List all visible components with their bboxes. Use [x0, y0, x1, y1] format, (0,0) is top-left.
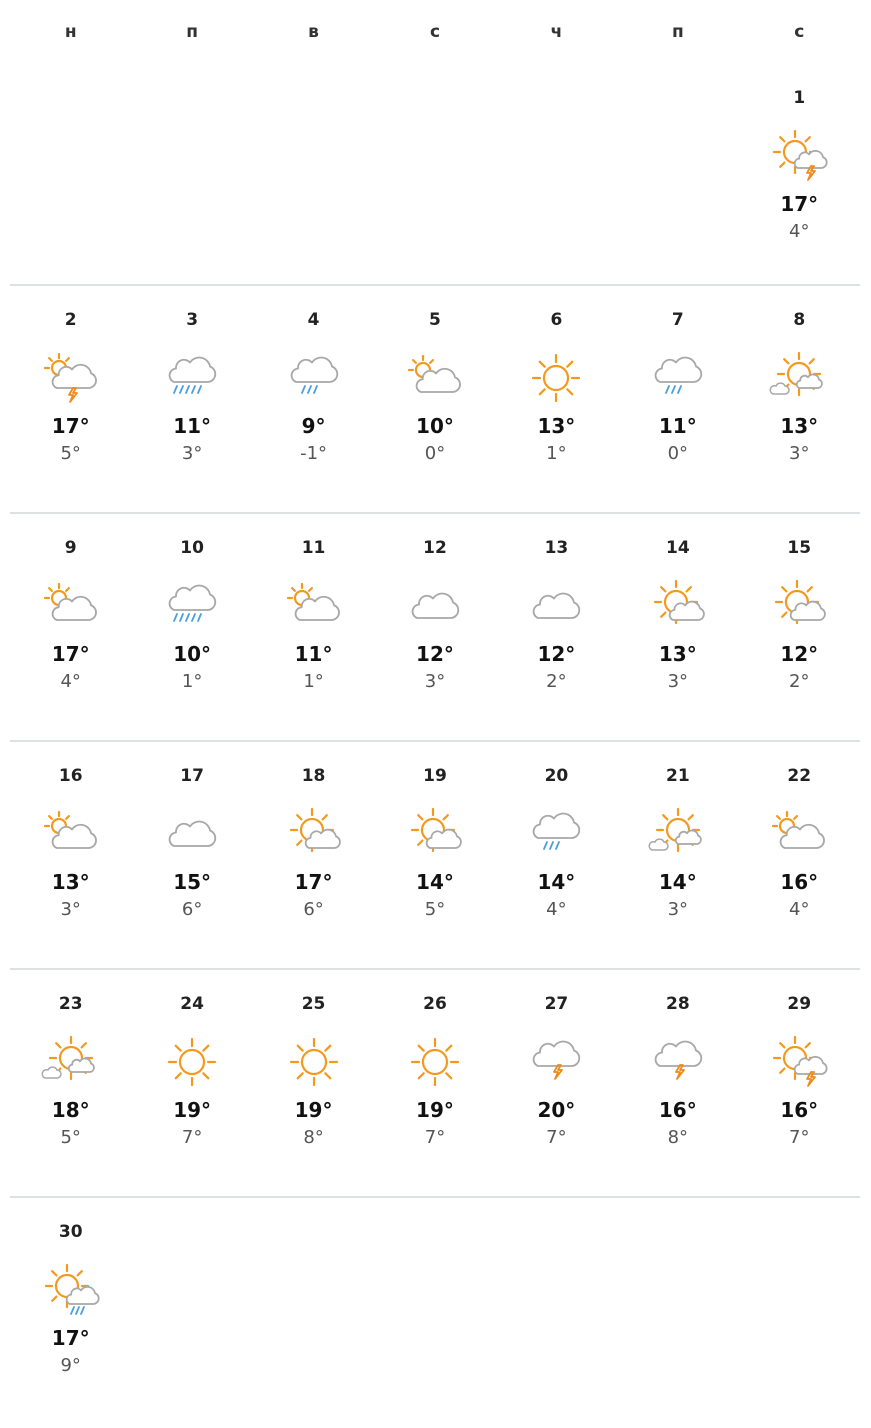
sun-clouds-icon: [646, 804, 710, 864]
day-number: 22: [787, 766, 812, 786]
day-number: 12: [423, 538, 447, 558]
low-temperature: 1°: [546, 443, 567, 464]
high-temperature: 20°: [537, 1098, 576, 1122]
day-number: 9: [64, 538, 77, 558]
high-temperature: 17°: [51, 414, 90, 438]
calendar-week: [10, 64, 860, 286]
low-temperature: 1°: [181, 671, 203, 692]
day-cell[interactable]: [10, 970, 131, 1196]
weekday-header: [10, 0, 860, 64]
weekday-label: п: [671, 22, 684, 42]
day-cell[interactable]: [374, 514, 495, 740]
day-cell[interactable]: [496, 742, 617, 968]
high-temperature: 12°: [537, 642, 576, 666]
low-temperature: 0°: [424, 443, 446, 464]
day-number: 13: [544, 538, 569, 558]
high-temperature: 11°: [173, 414, 212, 438]
weekday-label: ч: [550, 22, 563, 42]
day-cell[interactable]: [131, 514, 252, 740]
high-temperature: 15°: [173, 870, 212, 894]
high-temperature: 17°: [51, 1326, 90, 1350]
day-number: 26: [423, 994, 447, 1014]
low-temperature: 2°: [546, 671, 567, 692]
high-temperature: 16°: [780, 870, 819, 894]
cloud-heavy-rain-icon: [160, 348, 224, 408]
day-cell[interactable]: [131, 286, 252, 512]
high-temperature: 19°: [294, 1098, 333, 1122]
day-number: 15: [787, 538, 812, 558]
day-cell[interactable]: [617, 286, 738, 512]
sun-behind-cloud-icon: [403, 804, 467, 864]
partly-cloudy-icon: [282, 576, 346, 636]
partly-cloudy-icon: [767, 804, 831, 864]
empty-day-cell: [10, 64, 131, 284]
sun-icon: [282, 1032, 346, 1092]
day-cell[interactable]: [739, 970, 860, 1196]
high-temperature: 18°: [51, 1098, 90, 1122]
high-temperature: 12°: [780, 642, 819, 666]
empty-day-cell: [496, 1198, 617, 1428]
day-cell[interactable]: [374, 286, 495, 512]
low-temperature: 4°: [789, 899, 810, 920]
empty-day-cell: [253, 64, 374, 284]
low-temperature: 5°: [424, 899, 446, 920]
cloud-icon: [403, 576, 467, 636]
empty-day-cell: [374, 64, 495, 284]
low-temperature: 4°: [789, 221, 810, 242]
day-number: 14: [665, 538, 690, 558]
low-temperature: 5°: [60, 1127, 81, 1148]
day-cell[interactable]: [496, 286, 617, 512]
day-number: 28: [665, 994, 690, 1014]
low-temperature: 8°: [303, 1127, 324, 1148]
cloud-heavy-rain-icon: [160, 576, 224, 636]
day-cell[interactable]: [253, 514, 374, 740]
sun-icon: [524, 348, 588, 408]
low-temperature: -1°: [300, 443, 328, 464]
high-temperature: 13°: [658, 642, 697, 666]
high-temperature: 17°: [294, 870, 333, 894]
low-temperature: 2°: [789, 671, 810, 692]
partly-cloudy-icon: [403, 348, 467, 408]
sun-clouds-icon: [39, 1032, 103, 1092]
high-temperature: 10°: [173, 642, 212, 666]
low-temperature: 7°: [789, 1127, 810, 1148]
weather-calendar: [10, 0, 860, 1428]
sun-behind-cloud-icon: [646, 576, 710, 636]
day-cell[interactable]: [131, 742, 252, 968]
calendar-week: [10, 742, 860, 970]
high-temperature: 14°: [416, 870, 454, 894]
high-temperature: 9°: [301, 414, 326, 438]
sun-icon: [160, 1032, 224, 1092]
day-number: 21: [665, 766, 690, 786]
day-cell[interactable]: [739, 64, 860, 284]
calendar-week: [10, 286, 860, 514]
cloud-lightning-icon: [524, 1032, 588, 1092]
day-number: 6: [550, 310, 563, 330]
high-temperature: 12°: [416, 642, 454, 666]
high-temperature: 16°: [780, 1098, 819, 1122]
sun-behind-cloud-icon: [767, 576, 831, 636]
low-temperature: 3°: [667, 671, 689, 692]
empty-day-cell: [739, 1198, 860, 1428]
day-number: 18: [301, 766, 326, 786]
day-number: 30: [58, 1222, 83, 1242]
empty-day-cell: [374, 1198, 495, 1428]
partly-cloudy-icon: [39, 576, 103, 636]
low-temperature: 8°: [667, 1127, 689, 1148]
day-number: 1: [793, 88, 806, 108]
empty-day-cell: [253, 1198, 374, 1428]
weekday-label: в: [308, 22, 319, 42]
sun-cloud-lightning-icon: [767, 126, 831, 186]
day-number: 2: [64, 310, 77, 330]
high-temperature: 11°: [294, 642, 333, 666]
low-temperature: 3°: [789, 443, 810, 464]
high-temperature: 14°: [658, 870, 697, 894]
day-cell[interactable]: [253, 286, 374, 512]
day-cell[interactable]: [739, 742, 860, 968]
empty-day-cell: [617, 64, 738, 284]
high-temperature: 13°: [51, 870, 90, 894]
cloud-icon: [160, 804, 224, 864]
day-cell[interactable]: [131, 970, 252, 1196]
cloud-rain-icon: [646, 348, 710, 408]
cloud-rain-icon: [282, 348, 346, 408]
day-cell[interactable]: [10, 742, 131, 968]
cloud-lightning-icon: [646, 1032, 710, 1092]
day-number: 29: [787, 994, 812, 1014]
day-number: 7: [671, 310, 684, 330]
cloud-icon: [524, 576, 588, 636]
sun-clouds-icon: [767, 348, 831, 408]
day-cell[interactable]: [496, 970, 617, 1196]
weekday-label: с: [794, 22, 805, 42]
weekday-label: с: [429, 22, 441, 42]
day-number: 10: [180, 538, 204, 558]
low-temperature: 7°: [181, 1127, 203, 1148]
low-temperature: 3°: [60, 899, 81, 920]
day-cell[interactable]: [374, 742, 495, 968]
high-temperature: 11°: [658, 414, 697, 438]
weekday-label: н: [64, 22, 77, 42]
low-temperature: 1°: [303, 671, 324, 692]
high-temperature: 19°: [416, 1098, 454, 1122]
high-temperature: 17°: [51, 642, 90, 666]
day-cell[interactable]: [10, 1198, 131, 1428]
high-temperature: 10°: [416, 414, 454, 438]
low-temperature: 3°: [424, 671, 446, 692]
high-temperature: 13°: [537, 414, 576, 438]
day-cell[interactable]: [739, 514, 860, 740]
sun-cloud-lightning-icon: [767, 1032, 831, 1092]
day-number: 24: [180, 994, 204, 1014]
calendar-week: [10, 1198, 860, 1428]
empty-day-cell: [131, 1198, 252, 1428]
calendar-weeks: [10, 64, 860, 1428]
sun-behind-cloud-icon: [282, 804, 346, 864]
partly-cloudy-lightning-icon: [39, 348, 103, 408]
cloud-rain-icon: [524, 804, 588, 864]
day-cell[interactable]: [253, 970, 374, 1196]
day-number: 17: [180, 766, 204, 786]
low-temperature: 4°: [546, 899, 567, 920]
high-temperature: 14°: [537, 870, 576, 894]
day-cell[interactable]: [253, 742, 374, 968]
low-temperature: 0°: [667, 443, 689, 464]
day-number: 11: [301, 538, 326, 558]
day-number: 4: [307, 310, 320, 330]
day-number: 20: [544, 766, 569, 786]
low-temperature: 5°: [60, 443, 81, 464]
day-cell[interactable]: [617, 514, 738, 740]
empty-day-cell: [617, 1198, 738, 1428]
low-temperature: 3°: [181, 443, 203, 464]
high-temperature: 19°: [173, 1098, 212, 1122]
high-temperature: 16°: [658, 1098, 697, 1122]
low-temperature: 4°: [60, 671, 81, 692]
high-temperature: 13°: [780, 414, 819, 438]
weekday-label: п: [186, 22, 198, 42]
day-number: 16: [58, 766, 83, 786]
day-number: 5: [429, 310, 441, 330]
empty-day-cell: [131, 64, 252, 284]
day-cell[interactable]: [496, 514, 617, 740]
low-temperature: 7°: [546, 1127, 567, 1148]
sun-icon: [403, 1032, 467, 1092]
day-number: 3: [186, 310, 199, 330]
day-number: 27: [544, 994, 569, 1014]
day-cell[interactable]: [374, 970, 495, 1196]
day-number: 23: [58, 994, 83, 1014]
day-cell[interactable]: [739, 286, 860, 512]
day-cell[interactable]: [10, 286, 131, 512]
low-temperature: 9°: [60, 1355, 81, 1376]
sun-cloud-rain-icon: [39, 1260, 103, 1320]
calendar-week: [10, 514, 860, 742]
low-temperature: 6°: [303, 899, 324, 920]
day-number: 25: [301, 994, 326, 1014]
low-temperature: 3°: [667, 899, 689, 920]
calendar-week: [10, 970, 860, 1198]
day-number: 8: [793, 310, 806, 330]
empty-day-cell: [496, 64, 617, 284]
day-cell[interactable]: [617, 742, 738, 968]
low-temperature: 7°: [424, 1127, 446, 1148]
day-number: 19: [423, 766, 447, 786]
low-temperature: 6°: [181, 899, 203, 920]
partly-cloudy-icon: [39, 804, 103, 864]
high-temperature: 17°: [780, 192, 819, 216]
day-cell[interactable]: [10, 514, 131, 740]
day-cell[interactable]: [617, 970, 738, 1196]
